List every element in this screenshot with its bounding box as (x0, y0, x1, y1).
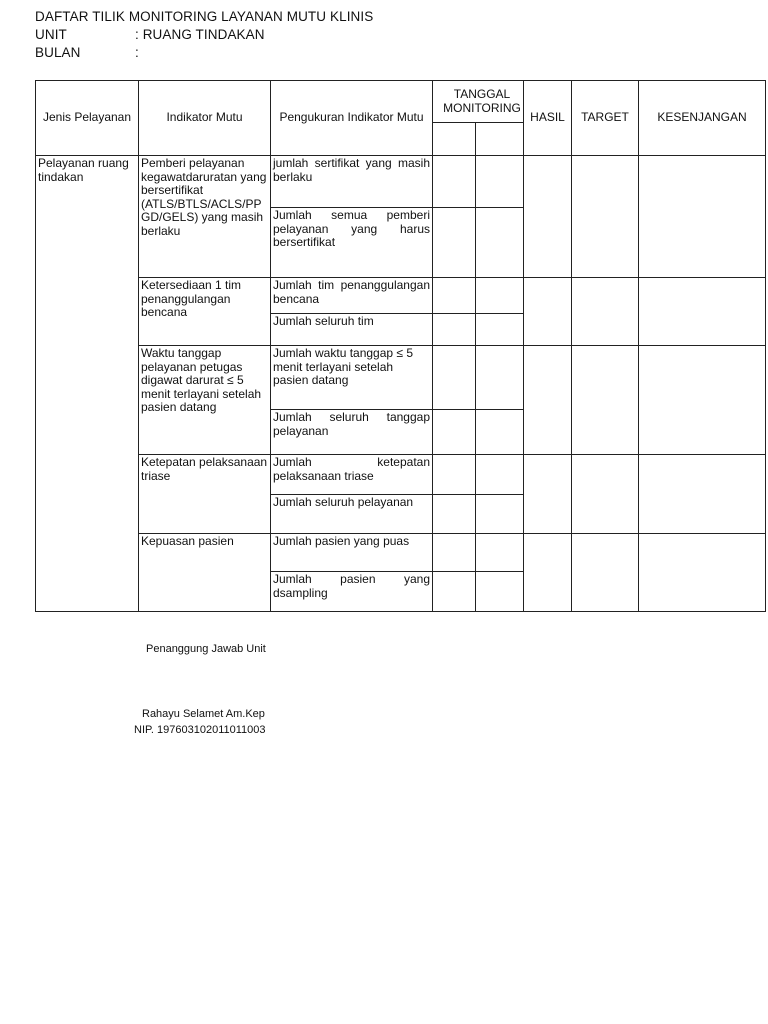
date-cell (476, 572, 524, 612)
hasil-cell (524, 534, 572, 612)
indikator-text: Kepuasan pasien (141, 534, 234, 548)
numerator-text: jumlah sertifikat yang masih berlaku (273, 156, 430, 184)
date-cell (433, 410, 476, 455)
date-cell (476, 495, 524, 534)
header-hasil: HASIL (524, 81, 572, 156)
date-cell (433, 455, 476, 495)
kesenjangan-cell (639, 455, 766, 534)
numerator-cell (271, 346, 433, 410)
kesenjangan-cell (639, 346, 766, 455)
hasil-cell (524, 156, 572, 278)
target-cell (572, 156, 639, 278)
kesenjangan-cell (639, 156, 766, 278)
denominator-cell (271, 314, 433, 346)
denominator-cell (271, 208, 433, 278)
unit-line (35, 27, 435, 43)
date-cell (433, 346, 476, 410)
numerator-text: Jumlah waktu tanggap ≤ 5 menit terlayani setelah pasien datang (273, 346, 414, 387)
table-header-row (36, 81, 766, 123)
date-cell (433, 534, 476, 572)
hasil-cell (524, 346, 572, 455)
month-value: : (135, 45, 139, 60)
date-cell (433, 314, 476, 346)
date-cell (433, 278, 476, 314)
indikator-cell (139, 346, 271, 455)
document-title: DAFTAR TILIK MONITORING LAYANAN MUTU KLINIS (35, 9, 374, 24)
numerator-cell (271, 156, 433, 208)
date-cell (476, 410, 524, 455)
date-cell (476, 314, 524, 346)
date-cell (433, 572, 476, 612)
denominator-text: Jumlah seluruh tanggap pelayanan (273, 410, 430, 438)
date-cell (476, 278, 524, 314)
target-cell (572, 278, 639, 346)
date-cell (433, 495, 476, 534)
hasil-cell (524, 455, 572, 534)
target-cell (572, 455, 639, 534)
table-row (36, 455, 766, 495)
month-label: BULAN (35, 45, 81, 60)
date-cell (476, 346, 524, 410)
indikator-text: Ketepatan pelaksanaan triase (141, 455, 268, 483)
table-row (36, 156, 766, 208)
header-jenis-pelayanan: Jenis Pelayanan (36, 81, 139, 156)
date-cell (476, 455, 524, 495)
numerator-text: Jumlah ketepatan pelaksanaan triase (273, 455, 430, 483)
indikator-text: Ketersediaan 1 tim penanggulangan bencana (141, 278, 242, 319)
denominator-text: Jumlah pasien yang dsampling (273, 572, 430, 600)
date-cell (433, 208, 476, 278)
numerator-cell (271, 455, 433, 495)
indikator-text: Pemberi pelayanan kegawatdaruratan yang bersertifikat (ATLS/BTLS/ACLS/PP GD/GELS) yang masih berlaku (141, 156, 267, 238)
target-cell (572, 534, 639, 612)
date-cell-header-2 (476, 123, 524, 156)
indikator-cell (139, 278, 271, 346)
indikator-cell (139, 534, 271, 612)
denominator-text: Jumlah semua pemberi pelayanan yang harus bersertifikat (273, 208, 430, 249)
denominator-text: Jumlah seluruh pelayanan (273, 495, 414, 509)
table-row (36, 278, 766, 314)
date-cell (476, 534, 524, 572)
table-row (36, 534, 766, 572)
numerator-text: Jumlah tim penanggulangan bencana (273, 278, 430, 306)
header-kesenjangan: KESENJANGAN (639, 81, 766, 156)
table-row (36, 346, 766, 410)
denominator-cell (271, 410, 433, 455)
signature-name: Rahayu Selamet Am.Kep (142, 708, 265, 720)
header-indikator-mutu: Indikator Mutu (139, 81, 271, 156)
denominator-text: Jumlah seluruh tim (273, 314, 374, 328)
indikator-cell (139, 455, 271, 534)
kesenjangan-cell (639, 278, 766, 346)
date-cell (433, 156, 476, 208)
hasil-cell (524, 278, 572, 346)
date-cell (476, 208, 524, 278)
indikator-cell (139, 156, 271, 278)
date-cell-header-1 (433, 123, 476, 156)
month-line (35, 45, 435, 61)
numerator-cell (271, 278, 433, 314)
kesenjangan-cell (639, 534, 766, 612)
denominator-cell (271, 572, 433, 612)
header-tanggal-monitoring: TANGGAL MONITORING (433, 81, 524, 123)
header-target: TARGET (572, 81, 639, 156)
unit-label: UNIT (35, 27, 67, 42)
monitoring-table (35, 80, 766, 612)
signature-role: Penanggung Jawab Unit (146, 643, 266, 655)
header-pengukuran: Pengukuran Indikator Mutu (271, 81, 433, 156)
jenis-pelayanan-cell (36, 156, 139, 612)
date-cell (476, 156, 524, 208)
denominator-cell (271, 495, 433, 534)
signature-nip: NIP. 197603102011011003 (134, 724, 266, 736)
target-cell (572, 346, 639, 455)
numerator-text: Jumlah pasien yang puas (273, 534, 410, 548)
jenis-pelayanan-text: Pelayanan ruang tindakan (38, 156, 129, 184)
indikator-text: Waktu tanggap pelayanan petugas digawat darurat ≤ 5 menit terlayani setelah pasien datang (141, 346, 262, 414)
unit-value: : RUANG TINDAKAN (135, 27, 265, 42)
numerator-cell (271, 534, 433, 572)
